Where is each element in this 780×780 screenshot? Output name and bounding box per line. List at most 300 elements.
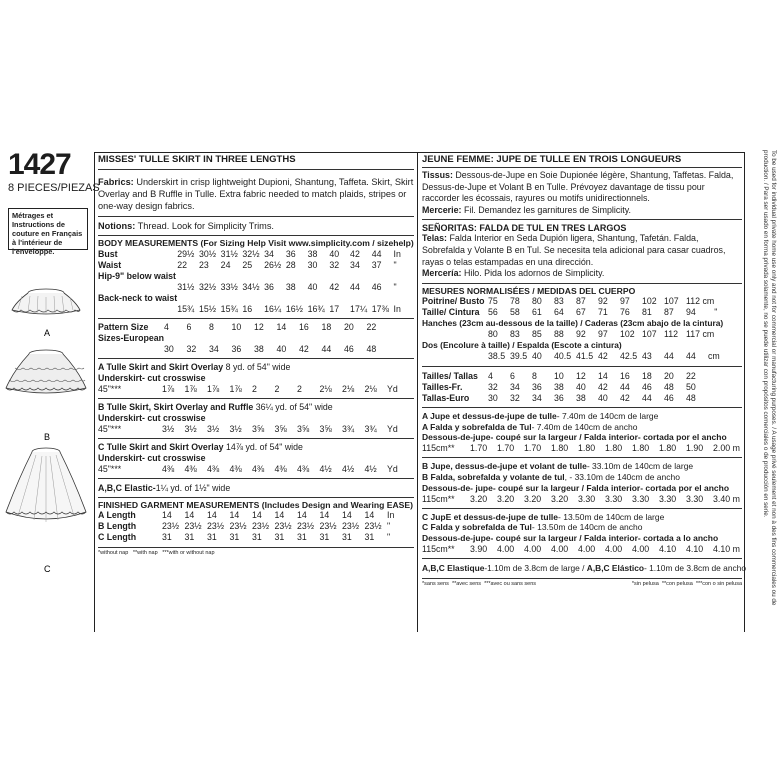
yardage-block: A Tulle Skirt and Skirt Overlay 8 yd. of 54" wide Underskirt- cut crosswise 45"*** 1⅞ 1⅞ 1⅞ 1⅞ 2 2 2 2⅛ 2⅛ 2⅛ Yd xyxy=(98,362,414,399)
row-value: 97 xyxy=(620,295,630,306)
fabric-width: 45"*** xyxy=(98,424,122,434)
row-value: " xyxy=(714,306,718,317)
metrage-value: 3.30 xyxy=(632,493,650,504)
row-value: 31 xyxy=(162,532,172,542)
table-row xyxy=(98,293,414,304)
row-value: 22 xyxy=(177,260,187,270)
tailles-table xyxy=(422,371,708,404)
row-value: 42.5 xyxy=(620,350,638,361)
table-row xyxy=(422,296,736,307)
mesures-title: MESURES NORMALISÉES / MEDIDAS DEL CUERPO xyxy=(422,285,636,296)
body-measurements-title: BODY MEASUREMENTS (For Sizing Help Visit www.simplicity.com / sizehelp) xyxy=(98,238,414,248)
french-instructions-text: Métrages et Instructions de couture en Français à l'intérieur de l'enveloppe. xyxy=(12,211,83,256)
row-value: 102 xyxy=(642,295,657,306)
row-value: 40 xyxy=(576,381,586,392)
row-value: 36 xyxy=(554,392,564,403)
row-value: 16 xyxy=(242,304,253,314)
side-note: To be used for individual private home use only and not for commercial or manufacturing purposes. / A usage privé seulement et non à des fins commerciales ou de production. / Para ser usado en forma privada solamente, no se puede utilizar con propósitos comerciales o de producción en serie. xyxy=(761,150,777,606)
row-value: 14 xyxy=(319,510,330,520)
row-value: 32 xyxy=(510,392,520,403)
table-row xyxy=(98,249,414,260)
row-value: 107 xyxy=(642,328,657,339)
row-value: 40 xyxy=(329,249,340,259)
row-value: 17⅜ xyxy=(371,304,389,314)
row-value: 31 xyxy=(184,532,195,542)
yardage-value: 4½ xyxy=(342,464,355,474)
yardage-value: 4⅜ xyxy=(274,464,287,474)
fabrics-paragraph: Fabrics: Underskirt in crisp lightweight Dupioni, Shantung, Taffeta. Skirt, Skirt Overlay and B Ruffle in Tulle. Extra fabric needed to match plaids, stripes or one-way design fabrics. xyxy=(98,177,414,211)
pattern-number: 1427 xyxy=(8,148,71,181)
view-b-label: B xyxy=(44,432,51,442)
metrage-value: 1.80 xyxy=(578,443,596,454)
row-value: 12 xyxy=(254,322,264,332)
table-row xyxy=(98,304,414,315)
row-value: 38 xyxy=(254,344,264,354)
row-value: 31 xyxy=(207,532,217,542)
metrage-value: 4.10 xyxy=(686,543,704,554)
row-value: 20 xyxy=(664,370,674,381)
metrage-value: 4.10 m xyxy=(713,543,740,554)
frame-middle-line xyxy=(417,152,418,632)
table-row xyxy=(422,371,708,382)
metrage-value: 3.90 xyxy=(470,543,488,554)
table-row xyxy=(422,382,708,393)
fabrics-text: Underskirt in crisp lightweight Dupioni, Shantung, Taffeta. Skirt, Skirt Overlay and B Ruffle in Tulle. Extra fabric needed to match plaids, stripes or one-way design fabrics. xyxy=(98,177,414,211)
row-value: 31 xyxy=(252,532,262,542)
row-label xyxy=(422,329,488,340)
table-row xyxy=(98,344,389,355)
table-row xyxy=(98,271,414,282)
row-value: 16¼ xyxy=(264,304,282,314)
yardage-block: C Tulle Skirt and Skirt Overlay 14⅞ yd. of 54" wide Underskirt- cut crosswise 45"*** 4⅜ 4⅜ 4⅜ 4⅜ 4⅜ 4⅜ 4⅜ 4½ 4½ 4½ Yd xyxy=(98,442,414,479)
row-value: In xyxy=(387,510,395,520)
row-value: 8 xyxy=(532,370,537,381)
row-label: Waist xyxy=(98,260,122,270)
yardage-value: 4⅜ xyxy=(207,464,220,474)
yardage-value: 3⅝ xyxy=(252,424,265,434)
row-label: Hip-9" below waist xyxy=(98,271,176,281)
row-value: 87 xyxy=(576,295,586,306)
row-value: In xyxy=(393,249,401,259)
row-value: 28 xyxy=(285,260,296,270)
row-value: " xyxy=(387,521,391,531)
row-value: 38 xyxy=(307,249,318,259)
row-value: 40 xyxy=(307,282,318,292)
row-value: 32 xyxy=(186,344,197,354)
row-value: " xyxy=(387,532,391,542)
table-row xyxy=(422,393,708,404)
yardage-value: 1⅞ xyxy=(207,384,220,394)
metrage-value: 4.00 xyxy=(551,543,569,554)
row-value: " xyxy=(393,282,397,292)
row-value: 36 xyxy=(264,282,274,292)
yardage-blocks xyxy=(98,362,414,479)
row-value: cm xyxy=(708,350,720,361)
row-value: 88 xyxy=(554,328,564,339)
yardage-value: 2 xyxy=(274,384,280,394)
row-value: 87 xyxy=(664,306,674,317)
row-value: 44 xyxy=(642,392,652,403)
row-value: 34 xyxy=(510,381,520,392)
row-label: Tailles/ Tallas xyxy=(422,370,478,381)
yardage-block: B Tulle Skirt, Skirt Overlay and Ruffle 36¼ yd. of 54" wide Underskirt- cut crosswise 45"*** 3½ 3½ 3½ 3½ 3⅝ 3⅝ 3⅝ 3⅝ 3¾ 3¾ Yd xyxy=(98,402,414,439)
row-value: 29½ xyxy=(177,249,195,259)
row-value: 71 xyxy=(598,306,608,317)
hanches-table xyxy=(422,329,714,340)
metrage-value: 2.00 m xyxy=(713,443,740,454)
metrage-value: 4.00 xyxy=(632,543,650,554)
table-row xyxy=(98,532,410,543)
fabric-width: 45"*** xyxy=(98,464,122,474)
row-value: 41.5 xyxy=(576,350,594,361)
row-value: 33½ xyxy=(220,282,238,292)
metrage-value: 4.00 xyxy=(524,543,542,554)
row-value: 38 xyxy=(554,381,564,392)
row-value: 30 xyxy=(164,344,174,354)
french-title: JEUNE FEMME: JUPE DE TULLE EN TROIS LONGUEURS xyxy=(422,154,682,165)
row-value: 40.5 xyxy=(554,350,572,361)
row-value: 20 xyxy=(344,322,354,332)
metrage-value: 1.70 xyxy=(497,443,515,454)
yardage-value: 4½ xyxy=(319,464,332,474)
row-value: 14 xyxy=(342,510,352,520)
fabric-width: 115cm** xyxy=(422,493,455,504)
row-value: 34 xyxy=(532,392,542,403)
row-value: 16 xyxy=(620,370,630,381)
metrage-value: 4.10 xyxy=(659,543,677,554)
row-label xyxy=(98,304,177,315)
row-value: 76 xyxy=(620,306,630,317)
row-value: 43 xyxy=(642,350,652,361)
row-value: 46 xyxy=(344,344,354,354)
row-value: 44 xyxy=(664,350,674,361)
elastique-line: A,B,C Elastique-1.10m de 3.8cm de large / A,B,C Elástico- 1.10m de 3.8cm de ancho xyxy=(422,562,746,573)
view-c-label: C xyxy=(44,564,51,574)
metrage-value: 3.20 xyxy=(524,493,542,504)
row-value: 61 xyxy=(532,306,542,317)
row-value: 80 xyxy=(532,295,542,306)
row-value: 31½ xyxy=(220,249,238,259)
frame-right-line xyxy=(744,152,745,632)
row-value: 23½ xyxy=(342,521,360,531)
yardage-value: 4⅜ xyxy=(162,464,175,474)
yardage-value: 2⅛ xyxy=(364,384,377,394)
elastic-line: A,B,C Elastic-1¼ yd. of 1½" wide xyxy=(98,483,231,493)
row-value: 16¾ xyxy=(307,304,325,314)
row-value: 14 xyxy=(364,510,375,520)
yardage-value: 3¾ xyxy=(364,424,377,434)
row-value: 30½ xyxy=(198,249,217,259)
row-value: 38.5 xyxy=(488,350,506,361)
row-value: 23½ xyxy=(252,521,270,531)
row-label: Pattern Size xyxy=(98,322,149,332)
row-value: 14 xyxy=(276,322,287,332)
row-value: 44 xyxy=(686,350,696,361)
row-value: 23½ xyxy=(274,521,292,531)
row-value: 92 xyxy=(576,328,586,339)
french-instructions-box xyxy=(8,208,88,256)
row-value: 14 xyxy=(252,510,262,520)
row-label: Tallas-Euro xyxy=(422,392,470,403)
table-row xyxy=(422,307,736,318)
table-row xyxy=(98,260,414,271)
metrage-value: 4.00 xyxy=(497,543,515,554)
yardage-value: 3½ xyxy=(184,424,197,434)
yardage-value: 4½ xyxy=(364,464,377,474)
row-value: 37 xyxy=(371,260,382,270)
row-value: 22 xyxy=(686,370,696,381)
row-value: 40 xyxy=(532,350,542,361)
row-value: 38 xyxy=(285,282,296,292)
metrage-value: 3.30 xyxy=(686,493,704,504)
row-value: 14 xyxy=(598,370,608,381)
row-value: 34 xyxy=(264,249,274,259)
row-value: 44 xyxy=(321,344,332,354)
notions-paragraph: Notions: Thread. Look for Simplicity Trims. xyxy=(98,221,274,231)
metrage-block: C JupE et dessus-de-jupe de tulle- 13.50m de 140cm de large C Falda y sobrefalda de Tul- 13.50m de 140cm de ancho Dessous-de-jupe- coupé sur la largeur / Falda interior- cortada a lo ancho 115cm** 3.90 4.00 4.00 4.00 4.00 4.00 4.00 4.10 4.10 4.10 m xyxy=(422,512,742,559)
row-value: 117 cm xyxy=(686,328,715,339)
row-value: 34 xyxy=(209,344,219,354)
metrage-value: 1.70 xyxy=(524,443,542,454)
row-value: 15¾ xyxy=(220,304,238,314)
metrage-value: 1.80 xyxy=(551,443,569,454)
row-value: 10 xyxy=(554,370,564,381)
row-value: 48 xyxy=(366,344,377,354)
mercerie-paragraph: Mercerie: Fil. Demandez les garnitures de Simplicity. xyxy=(422,204,631,215)
row-value: 112 cm xyxy=(686,295,715,306)
row-value: 32½ xyxy=(242,249,260,259)
metrage-value: 3.30 xyxy=(605,493,623,504)
row-value: 17¼ xyxy=(350,304,368,314)
row-label xyxy=(422,351,488,362)
row-value: 83 xyxy=(554,295,564,306)
yardage-value: Yd xyxy=(387,464,398,474)
yardage-value: Yd xyxy=(387,424,398,434)
metrage-value: 1.80 xyxy=(659,443,677,454)
yardage-value: 3¾ xyxy=(342,424,355,434)
fabric-width: 115cm** xyxy=(422,443,455,454)
row-value: 46 xyxy=(371,282,382,292)
yardage-value: 2 xyxy=(252,384,257,394)
table-row xyxy=(98,282,414,293)
row-value: 23½ xyxy=(297,521,315,531)
left-footnotes: *without nap **with nap ***with or without nap xyxy=(98,550,215,556)
row-value: 42 xyxy=(299,344,309,354)
tissus-paragraph: Tissus: Dessous-de-Jupe en Soie Dupionée légère, Shantung, Taffetas. Falda, Dessus-de-Jupe et Volant B en Tulle. Prévoyez davantage de tissu pour raccorder les écossais, rayures ou motifs unidirectionnels. xyxy=(422,170,734,204)
row-value: In xyxy=(393,304,401,314)
metrage-value: 1.90 xyxy=(686,443,704,454)
row-value: 81 xyxy=(642,306,652,317)
row-value: 34½ xyxy=(242,282,260,292)
row-value: 102 xyxy=(620,328,635,339)
row-label: A Length xyxy=(98,510,136,520)
row-value: 6 xyxy=(186,322,192,332)
row-value: 94 xyxy=(686,306,696,317)
telas-paragraph: Telas: Falda Interior en Seda Dupión ligera, Shantung, Tafetán. Falda, Sobrefalda y Volante B en Tul. Se necesita tela adicional para casar cuadros, rayas o telas estampadas en una dirección. xyxy=(422,233,726,267)
yardage-value: 1⅞ xyxy=(229,384,242,394)
finished-table xyxy=(98,510,410,543)
yardage-value: 3⅝ xyxy=(297,424,310,434)
fabric-width: 45"*** xyxy=(98,384,122,394)
row-value: 39.5 xyxy=(510,350,528,361)
mesures-table xyxy=(422,296,736,318)
row-value: 23½ xyxy=(162,521,180,531)
row-label: Bust xyxy=(98,249,118,259)
row-label: Poitrine/ Busto xyxy=(422,295,485,306)
yardage-value: 4⅜ xyxy=(184,464,197,474)
dos-table xyxy=(422,351,730,362)
row-value: " xyxy=(393,260,397,270)
row-value: 23½ xyxy=(184,521,202,531)
row-label: B Length xyxy=(98,521,137,531)
skirt-c-drawing xyxy=(6,448,86,522)
hanches-line: Hanches (23cm au-dessous de la taille) / Caderas (23cm abajo de la cintura) xyxy=(422,317,724,328)
skirt-b-drawing xyxy=(6,350,86,393)
row-value: 75 xyxy=(488,295,498,306)
row-value: 112 xyxy=(664,328,679,339)
metrage-value: 4.00 xyxy=(578,543,596,554)
row-value: 42 xyxy=(598,381,608,392)
yardage-value: 4⅜ xyxy=(252,464,265,474)
row-label: C Length xyxy=(98,532,137,542)
row-value: 14 xyxy=(207,510,217,520)
row-value: 80 xyxy=(488,328,498,339)
fabric-width: 115cm** xyxy=(422,543,455,554)
metrage-value: 4.00 xyxy=(605,543,623,554)
row-value: 16½ xyxy=(285,304,303,314)
right-footnotes: *sans sens **avec sens ***avec ou sans sens *sin pelusa **con pelusa ***con o sin pelusa xyxy=(422,580,742,587)
row-value: 30 xyxy=(307,260,318,270)
yardage-value: 2⅛ xyxy=(319,384,332,394)
metrage-block: A Jupe et dessus-de-jupe de tulle- 7.40m de 140cm de large A Falda y sobrefalda de Tul- 7.40m de 140cm de ancho Dessous-de-jupe- coupé sur la largeur / Falda interior- cortada por el ancho 115cm** 1.70 1.70 1.70 1.80 1.80 1.80 1.80 1.80 1.90 2.00 m xyxy=(422,411,742,458)
yardage-value: 4⅜ xyxy=(297,464,310,474)
row-value: 40 xyxy=(276,344,287,354)
metrage-value: 1.80 xyxy=(605,443,623,454)
row-value: 22 xyxy=(366,322,377,332)
row-value: 44 xyxy=(371,249,382,259)
yardage-value: 3½ xyxy=(229,424,242,434)
merceria-paragraph: Mercería: Hilo. Pida los adornos de Simplicity. xyxy=(422,268,605,279)
metrage-value: 1.80 xyxy=(632,443,650,454)
row-value: 15½ xyxy=(198,304,217,314)
row-value: 32½ xyxy=(198,282,217,292)
row-value: 23 xyxy=(198,260,209,270)
row-value: 34 xyxy=(350,260,360,270)
row-value: 25 xyxy=(242,260,253,270)
pieces-count: 8 PIECES/PIEZAS xyxy=(8,182,100,194)
table-row xyxy=(98,322,389,333)
row-value: 64 xyxy=(554,306,564,317)
row-label: Sizes-European xyxy=(98,333,164,343)
row-label: Back-neck to waist xyxy=(98,293,178,303)
row-value: 23½ xyxy=(364,521,382,531)
row-value: 24 xyxy=(220,260,231,270)
frame-left-line xyxy=(94,152,95,632)
row-value: 14 xyxy=(229,510,240,520)
row-value: 42 xyxy=(598,350,608,361)
spanish-title: SEÑORITAS: FALDA DE TUL EN TRES LARGOS xyxy=(422,223,627,234)
english-title: MISSES' TULLE SKIRT IN THREE LENGTHS xyxy=(98,154,296,165)
row-value: 23½ xyxy=(229,521,247,531)
metrage-value: 1.70 xyxy=(470,443,488,454)
table-row xyxy=(422,351,730,362)
row-value: 18 xyxy=(321,322,332,332)
yardage-value: 4⅜ xyxy=(229,464,242,474)
row-label: Taille/ Cintura xyxy=(422,306,480,317)
row-value: 4 xyxy=(164,322,169,332)
row-value: 14 xyxy=(162,510,172,520)
row-value: 48 xyxy=(664,381,674,392)
row-value: 32 xyxy=(329,260,340,270)
row-value: 56 xyxy=(488,306,498,317)
row-value: 46 xyxy=(642,381,652,392)
table-row xyxy=(98,333,389,344)
row-value: 42 xyxy=(350,249,360,259)
metrage-value: 3.20 xyxy=(470,493,488,504)
row-value: 8 xyxy=(209,322,214,332)
yardage-value: Yd xyxy=(387,384,398,394)
row-value: 46 xyxy=(664,392,674,403)
yardage-value: 1⅞ xyxy=(162,384,175,394)
row-value: 15¾ xyxy=(177,304,195,314)
table-row xyxy=(98,510,410,521)
row-value: 58 xyxy=(510,306,520,317)
row-value: 31 xyxy=(297,532,307,542)
skirt-a-drawing xyxy=(12,289,80,314)
row-value: 17 xyxy=(329,304,340,314)
row-value: 40 xyxy=(598,392,608,403)
yardage-value: 3½ xyxy=(162,424,175,434)
row-value: 67 xyxy=(576,306,586,317)
row-value: 42 xyxy=(329,282,340,292)
yardage-value: 2⅛ xyxy=(342,384,355,394)
right-column xyxy=(422,153,746,587)
row-value: 23½ xyxy=(207,521,225,531)
body-measurements-table xyxy=(98,249,414,315)
yardage-value: 3⅝ xyxy=(319,424,332,434)
table-row xyxy=(422,329,714,340)
skirt-illustrations xyxy=(0,280,92,580)
row-value: 18 xyxy=(642,370,652,381)
metrage-value: 3.20 xyxy=(497,493,515,504)
row-value: 4 xyxy=(488,370,493,381)
finished-title: FINISHED GARMENT MEASUREMENTS (Includes Design and Wearing EASE) xyxy=(98,500,413,510)
metrage-value: 3.30 xyxy=(659,493,677,504)
row-value: 31 xyxy=(274,532,285,542)
row-value: 6 xyxy=(510,370,515,381)
row-value: 36 xyxy=(285,249,296,259)
row-value: 12 xyxy=(576,370,586,381)
row-value: 50 xyxy=(686,381,696,392)
row-value: 44 xyxy=(350,282,360,292)
row-value: 31 xyxy=(342,532,352,542)
row-value: 31 xyxy=(364,532,375,542)
row-value: 31 xyxy=(319,532,330,542)
row-value: 30 xyxy=(488,392,498,403)
row-value: 36 xyxy=(231,344,242,354)
size-table xyxy=(98,322,389,355)
row-value: 23½ xyxy=(319,521,337,531)
table-row xyxy=(98,521,410,532)
row-value: 78 xyxy=(510,295,520,306)
row-value: 14 xyxy=(274,510,285,520)
metrage-block: B Jupe, dessus-de-jupe et volant de tulle- 33.10m de 140cm de large B Falda, sobrefalda y volante de tul, - 33.10m de 140cm de ancho Dessous-de- jupe- coupé sur la largeur / Falda interior- cortada por el ancho 115cm** 3.20 3.20 3.20 3.20 3.30 3.30 3.30 3.30 3.30 3.40 m xyxy=(422,461,742,508)
row-value: 85 xyxy=(532,328,542,339)
row-label: Tailles-Fr. xyxy=(422,381,463,392)
row-value: 92 xyxy=(598,295,608,306)
row-value: 83 xyxy=(510,328,520,339)
metrage-value: 3.30 xyxy=(578,493,596,504)
